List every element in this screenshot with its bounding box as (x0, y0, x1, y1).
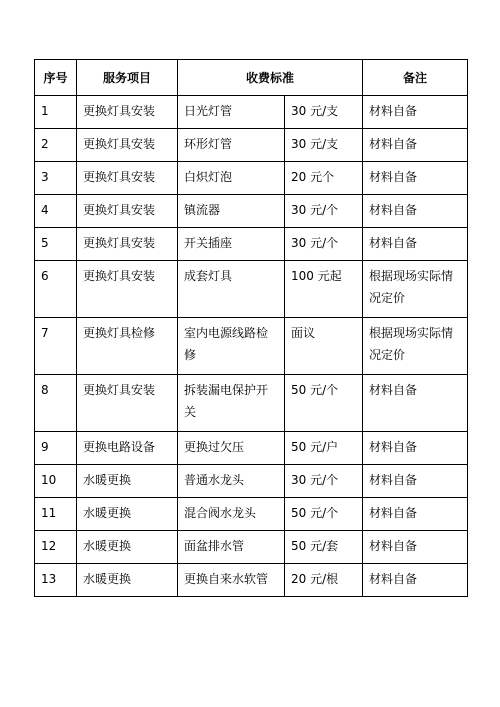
header-no: 序号 (35, 60, 77, 96)
cell-item: 水暖更换 (77, 531, 178, 564)
table-row (35, 531, 468, 564)
cell-no: 3 (35, 162, 77, 195)
cell-item: 水暖更换 (77, 465, 178, 498)
table-row (35, 195, 468, 228)
cell-item: 更换灯具安装 (77, 228, 178, 261)
cell-no: 2 (35, 129, 77, 162)
cell-detail: 白炽灯泡 (178, 162, 285, 195)
cell-detail: 镇流器 (178, 195, 285, 228)
cell-detail: 面盆排水管 (178, 531, 285, 564)
cell-price: 30 元/个 (285, 465, 363, 498)
table-row (35, 465, 468, 498)
table-row (35, 228, 468, 261)
cell-note: 材料自备 (363, 498, 468, 531)
cell-note: 材料自备 (363, 162, 468, 195)
table-row (35, 432, 468, 465)
cell-no: 5 (35, 228, 77, 261)
cell-no: 12 (35, 531, 77, 564)
cell-item: 水暖更换 (77, 564, 178, 597)
cell-detail: 更换过欠压 (178, 432, 285, 465)
cell-note: 根据现场实际情况定价 (363, 261, 468, 318)
header-note: 备注 (363, 60, 468, 96)
table-row (35, 261, 468, 318)
cell-item: 更换灯具安装 (77, 162, 178, 195)
cell-note: 材料自备 (363, 375, 468, 432)
cell-price: 30 元/个 (285, 228, 363, 261)
cell-price: 20 元个 (285, 162, 363, 195)
table-row (35, 318, 468, 375)
cell-note: 材料自备 (363, 564, 468, 597)
cell-no: 1 (35, 96, 77, 129)
cell-item: 更换灯具安装 (77, 261, 178, 318)
cell-item: 更换灯具检修 (77, 318, 178, 375)
cell-price: 30 元/支 (285, 129, 363, 162)
cell-detail: 开关插座 (178, 228, 285, 261)
table-row (35, 129, 468, 162)
table-row (35, 96, 468, 129)
cell-price: 20 元/根 (285, 564, 363, 597)
cell-note: 材料自备 (363, 531, 468, 564)
cell-no: 7 (35, 318, 77, 375)
table-row (35, 162, 468, 195)
cell-note: 根据现场实际情况定价 (363, 318, 468, 375)
service-fee-sheet (34, 59, 468, 597)
cell-no: 11 (35, 498, 77, 531)
cell-detail: 拆装漏电保护开关 (178, 375, 285, 432)
cell-detail: 成套灯具 (178, 261, 285, 318)
cell-item: 水暖更换 (77, 498, 178, 531)
cell-item: 更换灯具安装 (77, 96, 178, 129)
cell-note: 材料自备 (363, 432, 468, 465)
cell-price: 50 元/户 (285, 432, 363, 465)
cell-no: 4 (35, 195, 77, 228)
table-header-row (35, 60, 468, 96)
header-fee-standard: 收费标准 (178, 60, 363, 96)
table-row (35, 498, 468, 531)
header-service-item: 服务项目 (77, 60, 178, 96)
cell-note: 材料自备 (363, 228, 468, 261)
cell-detail: 环形灯管 (178, 129, 285, 162)
cell-price: 100 元起 (285, 261, 363, 318)
cell-note: 材料自备 (363, 195, 468, 228)
cell-price: 30 元/个 (285, 195, 363, 228)
cell-price: 50 元/个 (285, 375, 363, 432)
table-row (35, 375, 468, 432)
cell-price: 50 元/个 (285, 498, 363, 531)
cell-detail: 日光灯管 (178, 96, 285, 129)
cell-note: 材料自备 (363, 465, 468, 498)
cell-item: 更换灯具安装 (77, 375, 178, 432)
cell-price: 50 元/套 (285, 531, 363, 564)
cell-detail: 混合阀水龙头 (178, 498, 285, 531)
cell-no: 8 (35, 375, 77, 432)
cell-item: 更换灯具安装 (77, 129, 178, 162)
service-fee-table (34, 59, 468, 597)
cell-no: 6 (35, 261, 77, 318)
cell-detail: 更换自来水软管 (178, 564, 285, 597)
cell-no: 10 (35, 465, 77, 498)
cell-price: 30 元/支 (285, 96, 363, 129)
cell-note: 材料自备 (363, 96, 468, 129)
cell-detail: 普通水龙头 (178, 465, 285, 498)
cell-note: 材料自备 (363, 129, 468, 162)
cell-item: 更换灯具安装 (77, 195, 178, 228)
cell-no: 13 (35, 564, 77, 597)
cell-item: 更换电路设备 (77, 432, 178, 465)
cell-no: 9 (35, 432, 77, 465)
cell-price: 面议 (285, 318, 363, 375)
cell-detail: 室内电源线路检修 (178, 318, 285, 375)
table-row (35, 564, 468, 597)
